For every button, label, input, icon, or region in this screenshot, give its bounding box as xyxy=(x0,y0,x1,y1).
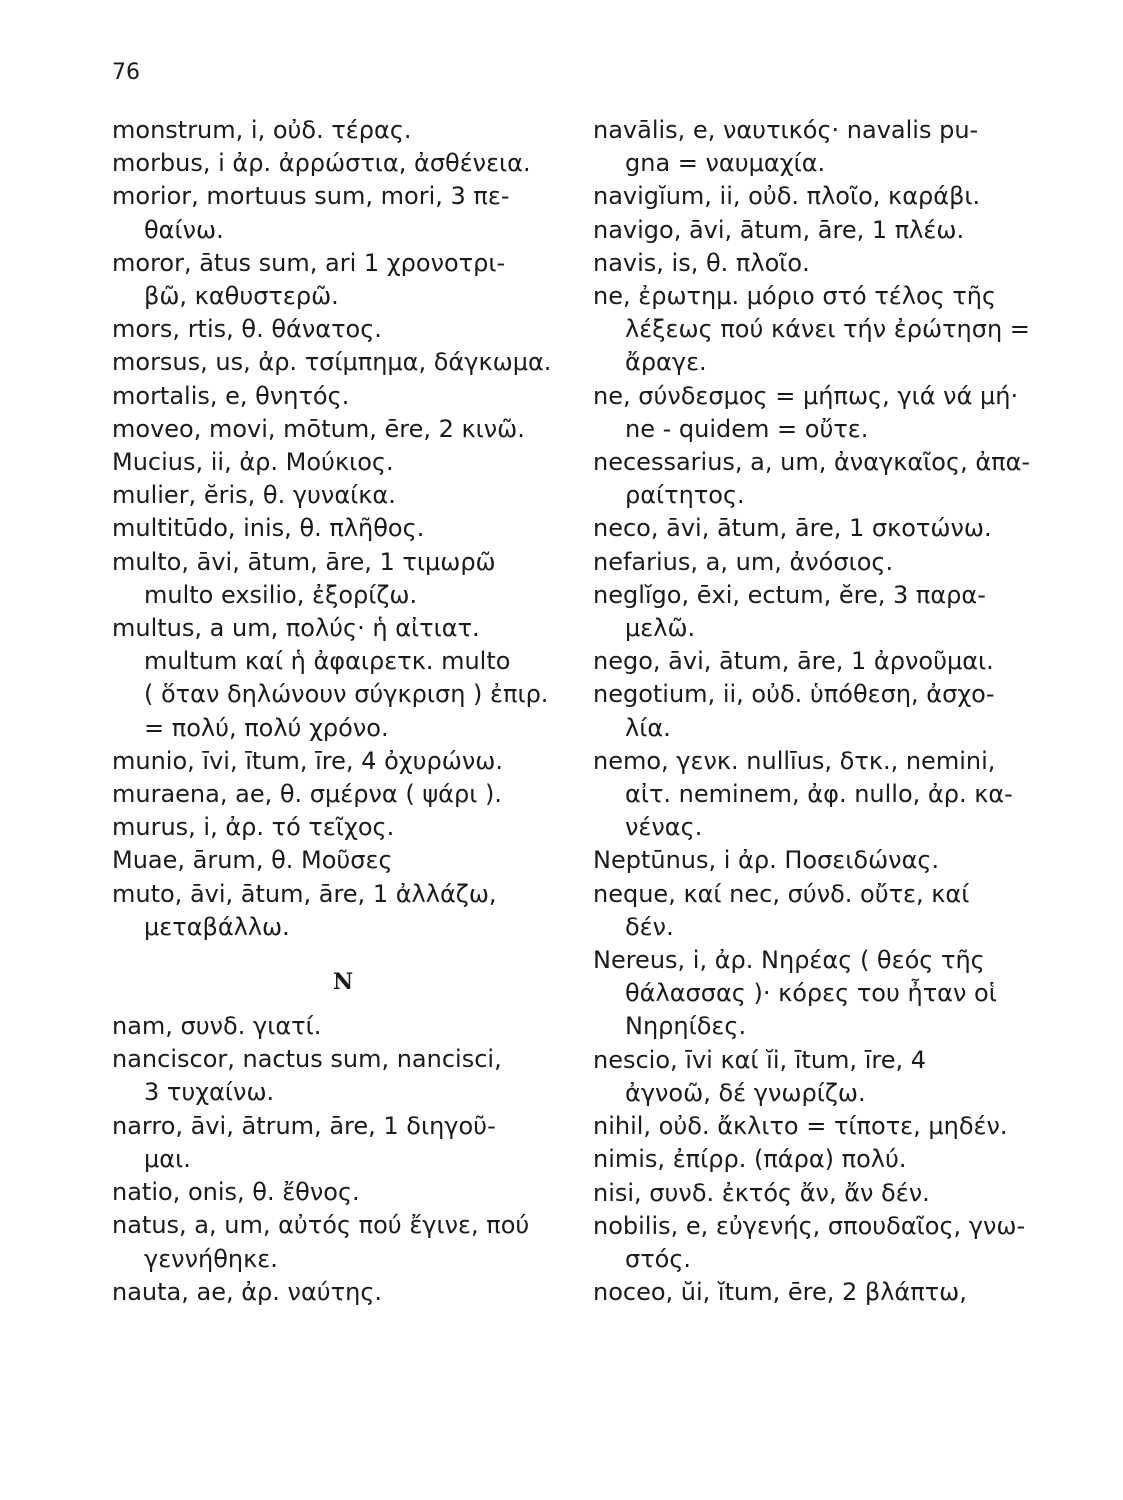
entry-line: multum καί ἡ ἀφαιρετκ. multo xyxy=(144,647,511,676)
dictionary-entry xyxy=(593,1210,1063,1276)
entry-line: natus, a, um, αὐτός πού ἔγινε, πού xyxy=(112,1211,530,1240)
dictionary-entry xyxy=(593,944,1063,1044)
entry-line: morbus, i ἀρ. ἀρρώστια, ἀσθένεια. xyxy=(112,149,531,178)
entry-line: multitūdo, inis, θ. πλῆθος. xyxy=(112,514,425,543)
entry-line: neque, καί nec, σύνδ. οὔτε, καί xyxy=(593,879,970,908)
entry-line: necessarius, a, um, ἀναγκαῖος, ἀπα- xyxy=(593,448,1031,477)
entry-line: nobilis, e, εὐγενής, σπουδαῖος, γνω- xyxy=(593,1211,1026,1240)
entry-line: multo, āvi, ātum, āre, 1 τιμωρῶ xyxy=(112,547,496,576)
entry-line: nefarius, a, um, ἀνόσιος. xyxy=(593,547,894,576)
dictionary-entry xyxy=(593,1177,1063,1210)
entry-line: murus, i, ἀρ. τό τεῖχος. xyxy=(112,813,395,842)
dictionary-entry xyxy=(112,380,562,413)
left-column xyxy=(112,114,562,1309)
entry-line: narro, āvi, ātrum, āre, 1 διηγοῦ- xyxy=(112,1111,496,1140)
dictionary-entry xyxy=(593,1276,1063,1309)
dictionary-entry xyxy=(112,1110,562,1176)
dictionary-entry xyxy=(112,811,562,844)
dictionary-entry xyxy=(112,1043,562,1109)
entry-line: ne, σύνδεσμος = μήπως, γιά νά μή· xyxy=(593,381,1019,410)
entry-line: multus, a um, πολύς· ἡ αἰτιατ. xyxy=(112,614,480,643)
dictionary-entry xyxy=(112,446,562,479)
entry-line: δέν. xyxy=(625,912,674,941)
entry-line: neco, āvi, ātum, āre, 1 σκοτώνω. xyxy=(593,514,992,543)
entry-line: ne, ἐρωτημ. μόριο στό τέλος τῆς xyxy=(593,282,997,311)
dictionary-entry xyxy=(593,678,1063,744)
entry-line: monstrum, i, οὐδ. τέρας. xyxy=(112,116,412,144)
dictionary-entry xyxy=(593,280,1063,380)
entry-line: morsus, us, ἀρ. τσίμπημα, δάγκωμα. xyxy=(112,348,552,377)
entry-line: μελῶ. xyxy=(625,614,696,643)
dictionary-entry xyxy=(112,778,562,811)
right-column xyxy=(593,114,1063,1309)
entry-line: nemo, γενκ. nullīus, δτκ., nemini, xyxy=(593,746,996,775)
dictionary-entry xyxy=(593,446,1063,512)
entry-line: morior, mortuus sum, mori, 3 πε- xyxy=(112,182,510,211)
entry-line: Muae, ārum, θ. Μοῦσες xyxy=(112,846,393,875)
page-number: 76 xyxy=(112,60,140,85)
dictionary-entry xyxy=(593,1110,1063,1143)
dictionary-entry xyxy=(112,1276,562,1309)
entry-line: λέξεως πού κάνει τήν ἐρώτηση = xyxy=(625,315,1030,344)
dictionary-entry xyxy=(593,380,1063,446)
entry-line: nihil, οὐδ. ἄκλιτο = τίποτε, μηδέν. xyxy=(593,1112,1008,1141)
entry-line: Νηρηίδες. xyxy=(625,1012,747,1041)
entry-line: moror, ātus sum, ari 1 χρονοτρι- xyxy=(112,248,506,277)
entry-line: munio, īvi, ītum, īre, 4 ὀχυρώνω. xyxy=(112,746,503,775)
entry-line: nauta, ae, ἀρ. ναύτης. xyxy=(112,1277,383,1306)
dictionary-entry xyxy=(593,546,1063,579)
entry-line: αἰτ. neminem, ἀφ. nullo, ἀρ. κα- xyxy=(625,780,1013,809)
entry-line: mulier, ĕris, θ. γυναίκα. xyxy=(112,481,396,510)
entry-line: gna = ναυμαχία. xyxy=(625,149,826,178)
dictionary-entry xyxy=(112,247,562,313)
dictionary-entry xyxy=(112,1209,562,1275)
entry-line: θαίνω. xyxy=(144,215,224,244)
entry-line: = πολύ, πολύ χρόνο. xyxy=(144,713,389,742)
entry-line: natio, onis, θ. ἔθνος. xyxy=(112,1178,360,1207)
entry-line: 3 τυχαίνω. xyxy=(144,1078,275,1107)
dictionary-entry xyxy=(112,479,562,512)
dictionary-entry xyxy=(593,247,1063,280)
entry-line: nimis, ἐπίρρ. (πάρα) πολύ. xyxy=(593,1145,907,1174)
entry-line: ne - quidem = οὔτε. xyxy=(625,414,869,443)
entry-line: ἀγνοῶ, δέ γνωρίζω. xyxy=(625,1078,866,1107)
dictionary-entry xyxy=(112,313,562,346)
entry-line: multo exsilio, ἐξορίζω. xyxy=(144,580,418,609)
dictionary-entry xyxy=(593,1143,1063,1176)
dictionary-entry xyxy=(593,512,1063,545)
entries-m-section xyxy=(112,114,562,944)
entry-line: λία. xyxy=(625,713,671,742)
entry-line: navigĭum, ii, οὐδ. πλοῖο, καράβι. xyxy=(593,182,981,211)
entry-line: νένας. xyxy=(625,813,703,842)
entry-line: θάλασσας )· κόρες του ἦταν οἱ xyxy=(625,979,997,1008)
dictionary-entry xyxy=(112,878,562,944)
dictionary-entry xyxy=(112,180,562,246)
dictionary-entry xyxy=(112,413,562,446)
entry-line: negotium, ii, οὐδ. ὑπόθεση, ἀσχο- xyxy=(593,680,995,709)
dictionary-entry xyxy=(112,147,562,180)
entry-line: ( ὅταν δηλώνουν σύγκριση ) ἐπιρ. xyxy=(144,680,549,709)
entry-line: ραίτητος. xyxy=(625,481,745,510)
entry-line: nisi, συνδ. ἐκτός ἄν, ἄν δέν. xyxy=(593,1178,930,1207)
entry-line: στός. xyxy=(625,1244,692,1273)
entry-line: navigo, āvi, ātum, āre, 1 πλέω. xyxy=(593,215,965,244)
entry-line: nam, συνδ. γιατί. xyxy=(112,1012,322,1041)
dictionary-entry xyxy=(593,214,1063,247)
entry-line: mors, rtis, θ. θάνατος. xyxy=(112,315,382,344)
dictionary-entry xyxy=(112,1010,562,1043)
entry-line: muto, āvi, ātum, āre, 1 ἀλλάζω, xyxy=(112,879,497,908)
dictionary-entry xyxy=(112,546,562,612)
dictionary-entry xyxy=(593,645,1063,678)
entry-line: navis, is, θ. πλοῖο. xyxy=(593,248,810,277)
entry-line: γεννήθηκε. xyxy=(144,1244,278,1273)
section-letter: N xyxy=(332,969,354,996)
entries-n-section-left xyxy=(112,1010,562,1309)
dictionary-entry xyxy=(112,1176,562,1209)
dictionary-entry xyxy=(112,844,562,877)
entry-line: nescio, īvi καί ĭi, ītum, īre, 4 xyxy=(593,1045,926,1074)
entry-line: μεταβάλλω. xyxy=(144,912,290,941)
entry-line: Nereus, i, ἀρ. Νηρέας ( θεός τῆς xyxy=(593,946,985,975)
entry-line: neglĭgo, ēxi, ectum, ĕre, 3 παρα- xyxy=(593,580,986,609)
dictionary-entry xyxy=(593,844,1063,877)
entry-line: muraena, ae, θ. σμέρνα ( ψάρι ). xyxy=(112,780,502,809)
dictionary-entry xyxy=(593,1044,1063,1110)
section-heading-n xyxy=(112,944,562,1010)
entry-line: μαι. xyxy=(144,1144,191,1173)
entry-line: mortalis, e, θνητός. xyxy=(112,381,350,410)
entry-line: Mucius, ii, ἀρ. Μούκιος. xyxy=(112,448,394,477)
entry-line: nego, āvi, ātum, āre, 1 ἀρνοῦμαι. xyxy=(593,647,994,676)
dictionary-entry xyxy=(112,512,562,545)
entry-line: ἄραγε. xyxy=(625,348,707,377)
dictionary-entry xyxy=(112,114,562,147)
entry-line: nanciscor, nactus sum, nancisci, xyxy=(112,1045,502,1074)
entry-line: moveo, movi, mōtum, ēre, 2 κινῶ. xyxy=(112,414,525,443)
dictionary-entry xyxy=(112,745,562,778)
dictionary-entry xyxy=(593,745,1063,845)
entry-line: βῶ, καθυστερῶ. xyxy=(144,282,339,311)
dictionary-entry xyxy=(112,612,562,745)
entry-line: navālis, e, ναυτικός· navalis pu- xyxy=(593,116,979,144)
dictionary-entry xyxy=(593,180,1063,213)
entry-line: noceo, ŭi, ĭtum, ēre, 2 βλάπτω, xyxy=(593,1278,967,1307)
dictionary-entry xyxy=(593,878,1063,944)
dictionary-entry xyxy=(112,346,562,379)
entry-line: Neptūnus, i ἀρ. Ποσειδώνας. xyxy=(593,846,940,875)
dictionary-entry xyxy=(593,579,1063,645)
dictionary-entry xyxy=(593,114,1063,180)
